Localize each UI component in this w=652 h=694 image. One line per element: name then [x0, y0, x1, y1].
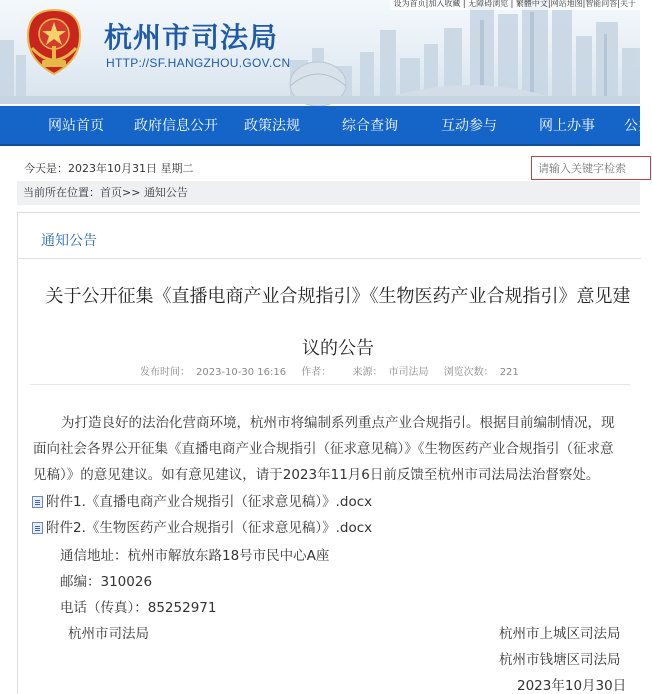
breadcrumb-home[interactable]: 首页	[100, 186, 122, 199]
site-header	[0, 0, 640, 104]
city-skyline-banner	[0, 0, 640, 104]
document-icon	[32, 496, 43, 508]
justice-emblem-icon	[22, 8, 86, 78]
publish-time	[140, 367, 292, 378]
document-icon	[32, 522, 43, 534]
breadcrumb-label: 当前所在位置：	[23, 186, 100, 199]
attachment-1-label[interactable]: 附件1.《直播电商产业合规指引（征求意见稿）》.docx	[46, 494, 373, 510]
publish-time-value: 2023-10-30 16:16	[196, 367, 287, 378]
signer-shangcheng-bureau: 杭州市上城区司法局	[499, 626, 621, 642]
section-header	[18, 213, 641, 259]
author	[301, 367, 343, 378]
contact-phone: 电话（传真）：85252971	[60, 600, 217, 616]
contact-address: 通信地址：杭州市解放东路18号市民中心A座	[60, 548, 330, 564]
search-input[interactable]	[531, 156, 651, 180]
nav-home[interactable]: 网站首页	[48, 118, 104, 134]
view-count	[444, 367, 525, 378]
section-title[interactable]: 通知公告	[41, 233, 97, 249]
views-label: 浏览次数：	[443, 367, 494, 378]
top-utility-links[interactable]: 设为首页|加入收藏 | 无障碍浏览 | 繁體中文|网站地图|智能问答|关于	[390, 0, 640, 10]
date-label: 今天是：	[24, 162, 68, 175]
breadcrumb	[17, 181, 640, 205]
article-meta	[140, 363, 531, 378]
nav-public[interactable]: 公共	[624, 118, 652, 134]
date-weekday: 星期二	[160, 162, 194, 175]
nav-gov-info[interactable]: 政府信息公开	[134, 118, 218, 134]
signer-qiantang-bureau: 杭州市钱塘区司法局	[499, 652, 621, 668]
article-sign-date: 2023年10月30日	[517, 678, 627, 694]
meta-divider	[30, 384, 630, 385]
nav-online-service[interactable]: 网上办事	[539, 118, 595, 134]
author-label: 作者：	[301, 367, 332, 378]
site-url: HTTP://SF.HANGZHOU.GOV.CN	[106, 56, 291, 70]
contact-postcode: 邮编：310026	[60, 574, 153, 590]
date-value: 2023年10月31日	[68, 162, 157, 175]
breadcrumb-current[interactable]: 通知公告	[143, 186, 188, 199]
nav-query[interactable]: 综合查询	[342, 118, 398, 134]
attachment-2-label[interactable]: 附件2.《生物医药产业合规指引（征求意见稿）》.docx	[46, 520, 373, 536]
today-date	[24, 160, 194, 176]
source	[353, 367, 435, 378]
views-value: 221	[499, 367, 519, 378]
article-body: 为打造良好的法治化营商环境，杭州市将编制系列重点产业合规指引。根据目前编制情况，现面向社会各界公开征集《直播电商产业合规指引（征求意见稿）》《生物医药产业合规指引（征求意见稿）》的意见建议。如有意见建议，请于2023年11月6日前反馈至杭州市司法局法治督察处。	[33, 415, 615, 483]
nav-interaction[interactable]: 互动参与	[441, 118, 497, 134]
attachment-1[interactable]	[32, 490, 372, 510]
publish-label: 发布时间：	[140, 367, 190, 378]
main-nav	[0, 106, 652, 146]
article-title: 关于公开征集《直播电商产业合规指引》《生物医药产业合规指引》意见建议的公告	[45, 286, 631, 359]
source-value: 市司法局	[388, 367, 429, 378]
source-label: 来源：	[352, 367, 383, 378]
site-title: 杭州市司法局	[104, 21, 279, 54]
breadcrumb-separator: >>	[122, 186, 141, 199]
attachment-2[interactable]	[32, 516, 372, 536]
nav-policy[interactable]: 政策法规	[244, 118, 300, 134]
signer-city-bureau: 杭州市司法局	[68, 626, 149, 642]
